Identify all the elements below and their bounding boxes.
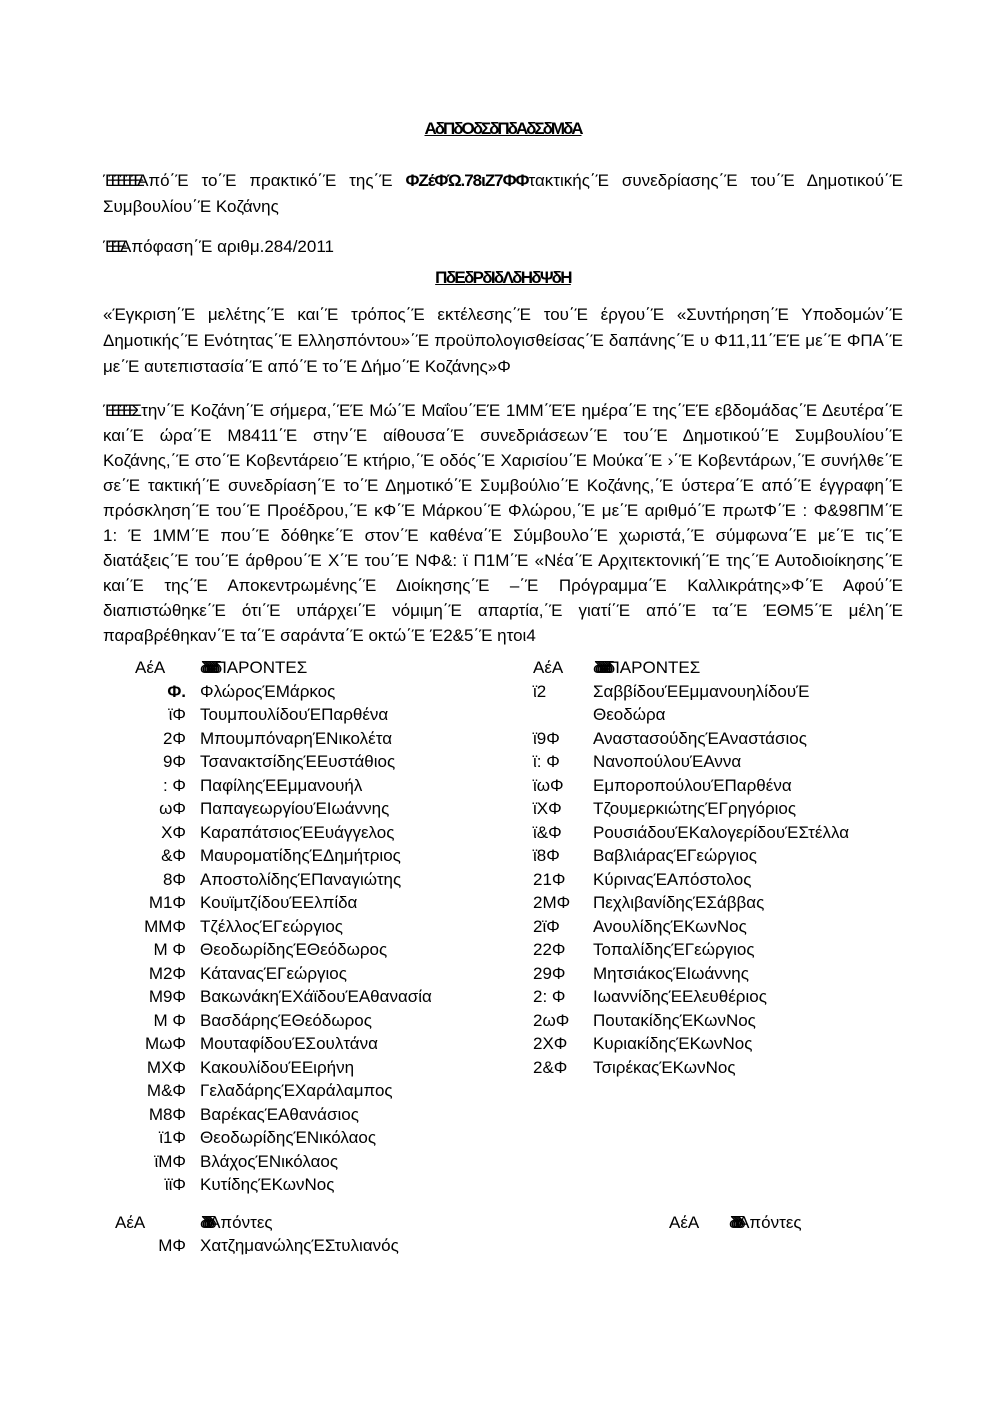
intro-paragraph bbox=[103, 168, 903, 220]
table-row bbox=[103, 1056, 503, 1080]
table-row bbox=[533, 1032, 943, 1056]
row-number: 29Φ bbox=[533, 963, 566, 983]
indent-glyphs: ΈΈΈ bbox=[103, 237, 121, 256]
table-row bbox=[533, 844, 943, 868]
absent-table-right bbox=[533, 1211, 943, 1258]
row-number: ϊΧΦ bbox=[533, 799, 562, 818]
row-number: ϊ9Φ bbox=[533, 728, 560, 748]
member-name: ΚακουλίδουΈΕιρήνη bbox=[200, 1057, 355, 1077]
member-name: ΠαφίληςΈΕμμανουήλ bbox=[200, 775, 363, 795]
table-row bbox=[103, 868, 503, 892]
member-name: ΜπουμπόναρηΈΝικολέτα bbox=[200, 728, 393, 748]
member-name: ΠεχλιβανίδηςΈΣάββας bbox=[593, 893, 765, 912]
absent-left-rows bbox=[103, 1234, 503, 1258]
member-name: ΑναστασούδηςΈΑναστάσιος bbox=[593, 728, 807, 748]
absent-label: Απόντες bbox=[738, 1212, 802, 1232]
present-column-header bbox=[200, 656, 503, 680]
row-number: ϊΜΦ bbox=[154, 1151, 186, 1171]
member-name: ΒακωνάκηΈΧάϊδουΈΑθανασία bbox=[200, 987, 432, 1006]
member-name: ΘεοδωρίδηςΈΘεόδωρος bbox=[200, 940, 388, 959]
member-name: ΣαββίδουΈΕμμανουηλίδουΈ Θεοδώρα bbox=[593, 681, 810, 724]
row-number: ΜΜΦ bbox=[144, 916, 186, 936]
table-row bbox=[103, 680, 503, 704]
table-row bbox=[533, 727, 943, 751]
row-number: Μ2Φ bbox=[148, 963, 186, 983]
table-row bbox=[533, 868, 943, 892]
member-name: ΦλώροςΈΜάρκος bbox=[200, 681, 336, 701]
member-name: ΤζέλλοςΈΓεώργιος bbox=[200, 916, 343, 936]
table-row bbox=[533, 680, 943, 727]
table-row bbox=[103, 1150, 503, 1174]
member-name: ΠουτακίδηςΈΚωνΝος bbox=[593, 1010, 756, 1030]
row-number: 2: Φ bbox=[533, 987, 566, 1006]
present-members-section bbox=[103, 656, 903, 1197]
member-name: ΤζουμερκιώτηςΈΓρηγόριος bbox=[593, 799, 797, 818]
session-reference: ΦΖέΦΏ.78ιΖ7ΦΦ bbox=[405, 171, 529, 190]
present-table-right bbox=[533, 656, 943, 1197]
table-row bbox=[103, 797, 503, 821]
row-number: ϊ2 bbox=[533, 681, 547, 701]
table-row bbox=[103, 1173, 503, 1197]
present-right-rows bbox=[533, 680, 943, 1080]
row-number: 2Φ bbox=[162, 728, 186, 748]
table-row bbox=[103, 1079, 503, 1103]
member-name: ΜουταφίδουΈΣουλτάνα bbox=[200, 1034, 378, 1053]
table-row bbox=[103, 844, 503, 868]
table-row bbox=[103, 915, 503, 939]
row-number: ϊωΦ bbox=[533, 775, 564, 795]
member-name: ΠαπαγεωργίουΈΙωάννης bbox=[200, 799, 390, 818]
table-row bbox=[103, 727, 503, 751]
row-number: ϊΦ bbox=[168, 705, 186, 724]
absent-label: Απόντες bbox=[209, 1212, 273, 1232]
table-row bbox=[533, 1056, 943, 1080]
row-number: ΜΦ bbox=[158, 1236, 186, 1255]
member-name: ΚυριακίδηςΈΚωνΝος bbox=[593, 1034, 753, 1053]
member-name: ΜητσιάκοςΈΙωάννης bbox=[593, 963, 749, 983]
summary-heading: ΠδΕδΡδΙδΛδΗδΨδΗ bbox=[435, 268, 571, 287]
intro-text-post: τακτικής΄Έ συνεδρίασης΄Έ του΄Έ Δημοτικού΄Έ Συμβουλίου΄Έ Κοζάνης bbox=[103, 171, 903, 216]
table-row bbox=[103, 891, 503, 915]
row-number: ΧΦ bbox=[161, 822, 186, 842]
member-name: ΑποστολίδηςΈΠαναγιώτης bbox=[200, 869, 402, 889]
table-row bbox=[533, 797, 943, 821]
row-number: 2ωΦ bbox=[533, 1010, 570, 1030]
member-name: ΤσανακτσίδηςΈΕυστάθιος bbox=[200, 752, 396, 771]
table-row bbox=[533, 962, 943, 986]
member-name: ΘεοδωρίδηςΈΝικόλαος bbox=[200, 1128, 377, 1147]
member-name: ΜαυροματίδηςΈΔημήτριος bbox=[200, 846, 401, 865]
intro-text-pre: Από΄Έ το΄Έ πρακτικό΄Έ της΄Έ bbox=[137, 171, 406, 190]
corrupt-glyph-blob: δδδδδδδδ bbox=[593, 658, 608, 677]
table-row bbox=[103, 774, 503, 798]
member-name: ΚυτίδηςΈΚωνΝος bbox=[200, 1175, 335, 1194]
row-number: 2&Φ bbox=[533, 1057, 568, 1077]
present-label: ΠΑΡΟΝΤΕΣ bbox=[607, 658, 701, 677]
present-right-header bbox=[533, 656, 943, 680]
table-row bbox=[103, 1032, 503, 1056]
member-name: ΤσιρέκαςΈΚωνΝος bbox=[593, 1057, 736, 1077]
row-number: 21Φ bbox=[533, 869, 566, 889]
row-number: Μ8Φ bbox=[148, 1104, 186, 1124]
body-paragraph bbox=[103, 398, 903, 648]
table-row bbox=[103, 938, 503, 962]
row-number: ϊ&Φ bbox=[533, 822, 562, 842]
member-name: ΒαβλιάραςΈΓεώργιος bbox=[593, 846, 757, 865]
absent-column-header bbox=[200, 1211, 503, 1235]
present-column-header bbox=[593, 656, 943, 680]
member-name: ΝανοπούλουΈΑννα bbox=[593, 752, 742, 771]
table-row bbox=[533, 985, 943, 1009]
corrupt-glyph-blob: δδδδδ bbox=[729, 1212, 739, 1232]
absent-right-header bbox=[669, 1211, 943, 1235]
table-row bbox=[103, 750, 503, 774]
corrupt-glyph-blob: δδδδδδδδ bbox=[200, 658, 215, 677]
table-row bbox=[103, 1234, 503, 1258]
table-row bbox=[533, 938, 943, 962]
member-name: ΒασδάρηςΈΘεόδωρος bbox=[200, 1010, 372, 1030]
member-name: ΚαραπάτσιοςΈΕυάγγελος bbox=[200, 822, 395, 842]
row-number: ϊ1Φ bbox=[159, 1128, 186, 1147]
row-number: : Φ bbox=[162, 775, 186, 795]
decision-number-line bbox=[103, 234, 903, 260]
present-left-header bbox=[103, 656, 503, 680]
row-number: Μ Φ bbox=[153, 940, 186, 959]
row-number: 2ΧΦ bbox=[533, 1034, 568, 1053]
decision-number-text: Απόφαση΄Έ αριθμ.284/2011 bbox=[120, 237, 334, 256]
row-number: ωΦ bbox=[159, 799, 186, 818]
row-number: ϊϊΦ bbox=[164, 1175, 186, 1194]
present-label: ΠΑΡΟΝΤΕΣ bbox=[214, 658, 308, 677]
indent-glyphs: ΈΈΈΈΈ bbox=[103, 401, 132, 420]
row-number: 2ΜΦ bbox=[533, 893, 571, 912]
table-row bbox=[103, 1103, 503, 1127]
row-number: Μ9Φ bbox=[148, 987, 186, 1006]
absent-column-header bbox=[729, 1211, 943, 1235]
member-name: ΧατζημανώληςΈΣτυλιανός bbox=[200, 1236, 399, 1255]
row-number: Μ&Φ bbox=[146, 1081, 186, 1100]
table-row bbox=[103, 821, 503, 845]
row-number: 9Φ bbox=[162, 752, 186, 771]
row-number: Φ. bbox=[167, 681, 186, 701]
absent-members-section bbox=[103, 1211, 903, 1258]
row-number: Μ Φ bbox=[153, 1010, 186, 1030]
absent-table-left bbox=[103, 1211, 503, 1258]
table-row bbox=[533, 891, 943, 915]
row-number: 22Φ bbox=[533, 940, 566, 959]
table-row bbox=[103, 962, 503, 986]
number-column-header: ΑέΑ bbox=[533, 658, 564, 677]
row-number: 8Φ bbox=[162, 869, 186, 889]
table-row bbox=[103, 985, 503, 1009]
row-number: ΜΧΦ bbox=[146, 1057, 186, 1077]
member-name: ΡουσιάδουΈΚαλογερίδουΈΣτέλλα bbox=[593, 822, 850, 842]
row-number: Μ1Φ bbox=[148, 893, 186, 912]
table-row bbox=[103, 1009, 503, 1033]
table-row bbox=[103, 703, 503, 727]
row-number: ϊ8Φ bbox=[533, 846, 560, 865]
body-text: Στην΄Έ Κοζάνη΄Έ σήμερα,΄ΈΈ Μώ΄Έ Μαΐου΄ΈΈ 1ΜΜ΄ΈΈ ημέρα΄Έ της΄ΈΈ εβδομάδας΄Έ Δευτέρα΄Έ και΄Έ ώρα΄Έ Μ8411΄Έ στην΄Έ αίθουσα΄Έ συνεδριάσεων΄Έ του΄Έ Δημοτικού΄Έ Συμβουλίου΄Έ Κοζάνης,΄Έ στο΄Έ Κοβεντάρειο΄Έ κτήριο,΄Έ οδός΄Έ Χαρισίου΄Έ Μούκα΄Έ ›΄Έ Κοβεντάρων,΄Έ συνήλθε΄Έ σε΄Έ τακτική΄Έ συνεδρίαση΄Έ το΄Έ Δημοτικό΄Έ Συμβούλιο΄Έ Κοζάνης,΄Έ ύστερα΄Έ από΄Έ έγγραφη΄Έ πρόσκληση΄Έ του΄Έ Προέδρου,΄Έ κΦ΄Έ Μάρκου΄Έ Φλώρου,΄Έ με΄Έ αριθμό΄Έ πρωτΦ΄Έ : Φ&98ΠΜ΄Έ 1: Έ 1ΜΜ΄Έ που΄Έ δόθηκε΄Έ στον΄Έ καθένα΄Έ Σύμβουλο΄Έ χωριστά,΄Έ σύμφωνα΄Έ με΄Έ τις΄Έ διατάξεις΄Έ του΄Έ άρθρου΄Έ Χ΄Έ του΄Έ ΝΦ&: ϊ Π1Μ΄Έ «Νέα΄Έ Αρχιτεκτονική΄Έ της΄Έ Αυτοδιοίκησης΄Έ και΄Έ της΄Έ Αποκεντρωμένης΄Έ Διοίκησης΄Έ –΄Έ Πρόγραμμα΄Έ Καλλικράτης»Φ΄Έ Αφού΄Έ διαπιστώθηκε΄Έ ότι΄Έ υπάρχει΄Έ νόμιμη΄Έ απαρτία,΄Έ γιατί΄Έ από΄Έ τα΄Έ ΈΘΜ5΄Έ μέλη΄Έ παραβρέθηκαν΄Έ τα΄Έ σαράντα΄Έ οκτώ΄Έ Έ2&5΄Έ ητοι4 bbox=[103, 401, 903, 645]
present-table-left bbox=[103, 656, 503, 1197]
absent-left-header bbox=[103, 1211, 503, 1235]
member-name: ΕμποροπούλουΈΠαρθένα bbox=[593, 775, 792, 795]
member-name: ΤοπαλίδηςΈΓεώργιος bbox=[593, 940, 755, 959]
table-row bbox=[533, 774, 943, 798]
member-name: ΙωαννίδηςΈΕλευθέριος bbox=[593, 987, 767, 1006]
table-row bbox=[533, 821, 943, 845]
member-name: ΑνουλίδηςΈΚωνΝος bbox=[593, 916, 747, 936]
number-column-header: ΑέΑ bbox=[669, 1212, 700, 1232]
row-number: &Φ bbox=[161, 846, 186, 865]
row-number: 2ϊΦ bbox=[533, 916, 560, 936]
member-name: ΚύριναςΈΑπόστολος bbox=[593, 869, 752, 889]
present-left-rows bbox=[103, 680, 503, 1197]
page-title: ΑδΠδΟδΣδΠδΑδΣδΜδΑ bbox=[424, 119, 582, 138]
member-name: ΒλάχοςΈΝικόλαος bbox=[200, 1151, 339, 1171]
indent-glyphs: ΈΈΈΈΈΈ bbox=[103, 171, 138, 190]
member-name: ΚουϊμτζίδουΈΕλπίδα bbox=[200, 893, 358, 912]
number-column-header: ΑέΑ bbox=[115, 1212, 146, 1232]
row-number: ϊ: Φ bbox=[533, 752, 560, 771]
member-name: ΚάταναςΈΓεώργιος bbox=[200, 963, 347, 983]
member-name: ΤουμπουλίδουΈΠαρθένα bbox=[200, 705, 389, 724]
table-row bbox=[533, 1009, 943, 1033]
summary-paragraph: «Έγκριση΄Έ μελέτης΄Έ και΄Έ τρόπος΄Έ εκτέλεσης΄Έ του΄Έ έργου΄Έ «Συντήρηση΄Έ Υποδομών΄Έ Δημοτικής΄Έ Ενότητας΄Έ Ελλησπόντου»΄Έ προϋπολογισθείσας΄Έ δαπάνης΄Έ υ Φ11,11΄ΈΈ με΄Έ ΦΠΑ΄Έ με΄Έ αυτεπιστασία΄Έ από΄Έ το΄Έ Δήμο΄Έ Κοζάνης»Φ bbox=[103, 305, 903, 376]
corrupt-glyph-blob: δδδδδ bbox=[200, 1212, 210, 1232]
member-name: ΒαρέκαςΈΑθανάσιος bbox=[200, 1104, 359, 1124]
member-name: ΓελαδάρηςΈΧαράλαμπος bbox=[200, 1081, 393, 1100]
table-row bbox=[103, 1126, 503, 1150]
number-column-header: ΑέΑ bbox=[135, 658, 166, 677]
table-row bbox=[533, 915, 943, 939]
row-number: ΜωΦ bbox=[145, 1034, 186, 1053]
table-row bbox=[533, 750, 943, 774]
